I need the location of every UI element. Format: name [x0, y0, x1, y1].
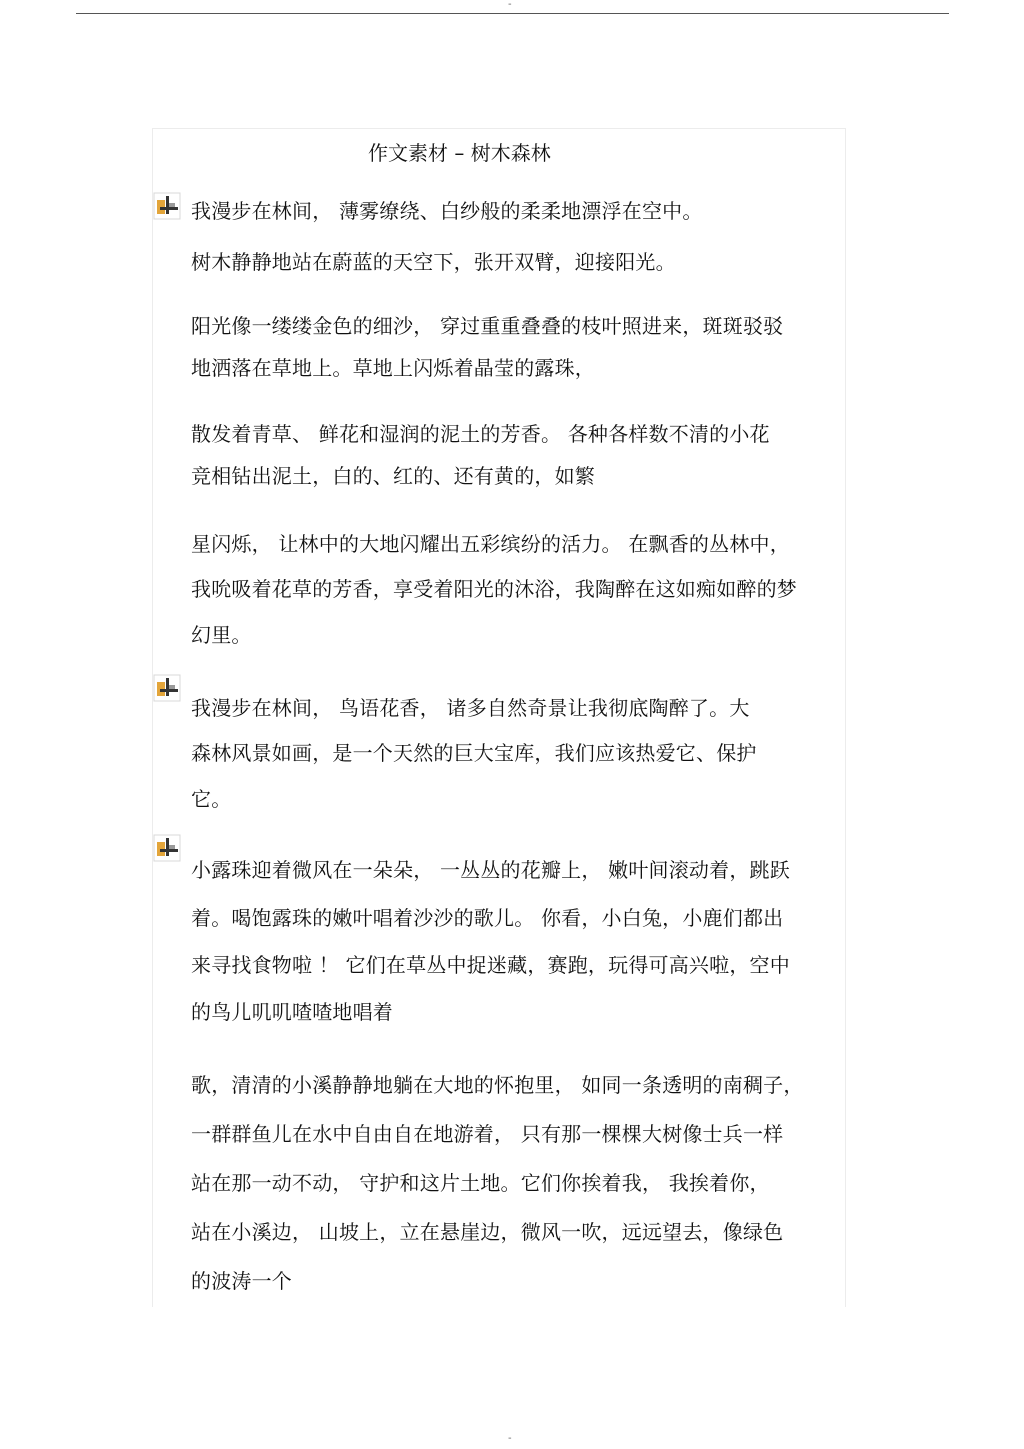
- header-rule: [76, 13, 949, 14]
- text-line: 的鸟儿叽叽喳喳地唱着: [191, 1000, 393, 1024]
- document-title: 作文素材 – 树木森林: [368, 141, 551, 165]
- text-line: 竞相钻出泥土，白的、红的、还有黄的，如繁: [191, 464, 595, 488]
- text-line: 站在小溪边， 山坡上，立在悬崖边，微风一吹，远远望去，像绿色: [191, 1220, 784, 1244]
- text-line: 它。: [191, 787, 232, 811]
- bullet-icon: [153, 192, 181, 220]
- bullet-icon: [153, 674, 181, 702]
- text-line: 我漫步在林间， 鸟语花香， 诸多自然奇景让我彻底陶醉了。大: [191, 696, 750, 720]
- text-line: 我漫步在林间， 薄雾缭绕、白纱般的柔柔地漂浮在空中。: [191, 199, 703, 223]
- text-line: 我吮吸着花草的芳香，享受着阳光的沐浴，我陶醉在这如痴如醉的梦: [191, 577, 797, 601]
- bullet-icon: [153, 834, 181, 862]
- header-mark: -: [508, 0, 512, 10]
- footer-mark: -: [508, 1433, 512, 1444]
- text-line: 树木静静地站在蔚蓝的天空下，张开双臂，迎接阳光。: [191, 250, 676, 274]
- text-line: 来寻找食物啦 ！ 它们在草丛中捉迷藏，赛跑，玩得可高兴啦，空中: [191, 953, 790, 977]
- text-line: 的波涛一个: [191, 1269, 292, 1293]
- text-line: 歌，清清的小溪静静地躺在大地的怀抱里， 如同一条透明的南稠子，: [191, 1073, 804, 1097]
- text-line: 着。喝饱露珠的嫩叶唱着沙沙的歌儿。 你看，小白兔，小鹿们都出: [191, 906, 784, 930]
- text-line: 散发着青草、 鲜花和湿润的泥土的芳香。 各种各样数不清的小花: [191, 422, 770, 446]
- text-line: 阳光像一缕缕金色的细沙， 穿过重重叠叠的枝叶照进来，斑斑驳驳: [191, 314, 784, 338]
- text-line: 站在那一动不动， 守护和这片土地。它们你挨着我， 我挨着你，: [191, 1171, 770, 1195]
- text-line: 森林风景如画，是一个天然的巨大宝库，我们应该热爱它、保护: [191, 741, 757, 765]
- text-line: 一群群鱼儿在水中自由自在地游着， 只有那一棵棵大树像士兵一样: [191, 1122, 784, 1146]
- text-line: 小露珠迎着微风在一朵朵， 一丛丛的花瓣上， 嫩叶间滚动着，跳跃: [191, 858, 790, 882]
- text-line: 幻里。: [191, 623, 252, 647]
- text-line: 星闪烁， 让林中的大地闪耀出五彩缤纷的活力。 在飘香的丛林中，: [191, 532, 790, 556]
- text-line: 地洒落在草地上。草地上闪烁着晶莹的露珠，: [191, 356, 595, 380]
